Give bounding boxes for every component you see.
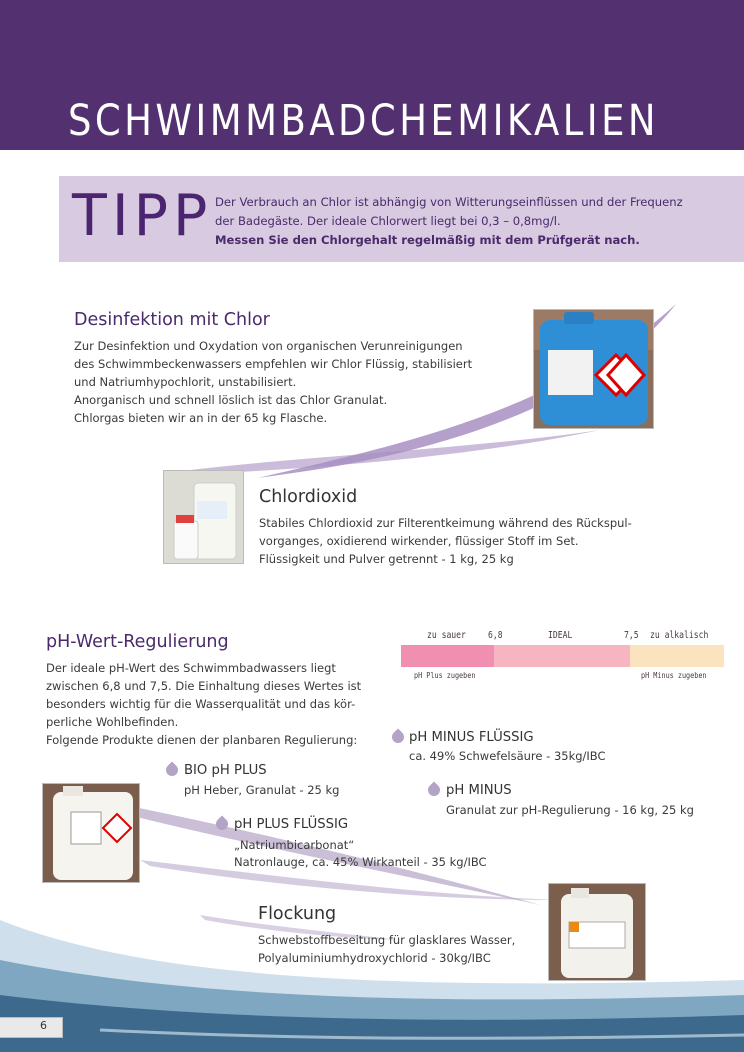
- chlor-canister-photo: [533, 309, 654, 429]
- chlordioxid-line: Flüssigkeit und Pulver getrennt - 1 kg, 25 kg: [259, 552, 514, 566]
- scale-label-low: 6,8: [488, 630, 503, 641]
- ph-minus-fluessig-name: pH MINUS FLÜSSIG: [409, 730, 534, 745]
- scale-bar-ideal: [494, 645, 630, 667]
- flockung-line: Polyaluminiumhydroxychlorid - 30kg/IBC: [258, 951, 491, 965]
- scale-hint-plus: pH Plus zugeben: [414, 671, 476, 680]
- page-title: SCHWIMMBADCHEMIKALIEN: [68, 96, 660, 146]
- chlordioxid-line: vorganges, oxidierend wirkender, flüssiger Stoff im Set.: [259, 534, 579, 548]
- ph-line: Der ideale pH-Wert des Schwimmbadwassers liegt: [46, 661, 336, 675]
- ph-minus-fluessig-desc: ca. 49% Schwefelsäure - 35kg/IBC: [409, 749, 606, 763]
- chlor-line: Chlorgas bieten wir an in der 65 kg Flasche.: [74, 411, 328, 425]
- tip-line-3: Messen Sie den Chlorgehalt regelmäßig mit dem Prüfgerät nach.: [215, 233, 640, 247]
- flockung-title: Flockung: [258, 904, 337, 924]
- page-number: 6: [40, 1019, 47, 1032]
- ph-plus-fluessig-name: pH PLUS FLÜSSIG: [234, 817, 349, 832]
- ph-text: [46, 659, 361, 749]
- chlor-line: des Schwimmbeckenwassers empfehlen wir Chlor Flüssig, stabilisiert: [74, 357, 473, 371]
- chlor-line: und Natriumhypochlorit, unstabilisiert.: [74, 375, 297, 389]
- scale-label-alkalisch: zu alkalisch: [650, 630, 709, 641]
- page-number-box: [0, 1017, 63, 1038]
- chlordioxid-text: [259, 514, 632, 568]
- ph-minus-desc: Granulat zur pH-Regulierung - 16 kg, 25 kg: [446, 803, 694, 817]
- chlordioxid-line: Stabiles Chlordioxid zur Filterentkeimung während des Rückspul-: [259, 516, 632, 530]
- ph-title: pH-Wert-Regulierung: [46, 632, 229, 652]
- ph-minus-name: pH MINUS: [446, 783, 512, 798]
- tip-line-2: der Badegäste. Der ideale Chlorwert liegt bei 0,3 – 0,8mg/l.: [215, 214, 561, 228]
- scale-hint-minus: pH Minus zugeben: [641, 671, 707, 680]
- chlor-text: [74, 337, 472, 427]
- flockung-canister-photo: [548, 883, 646, 981]
- ph-plus-fluessig-desc-1: „Natriumbicarbonat“: [234, 838, 355, 852]
- flockung-text: [258, 931, 515, 967]
- bio-ph-plus-name: BIO pH PLUS: [184, 763, 267, 778]
- scale-bar-alkaline: [630, 645, 724, 667]
- scale-label-ideal: IDEAL: [548, 630, 573, 641]
- chlordioxid-title: Chlordioxid: [259, 487, 358, 507]
- chlor-line: Zur Desinfektion und Oxydation von organischen Verunreinigungen: [74, 339, 463, 353]
- flockung-canister-image: [549, 884, 645, 980]
- chlor-title: Desinfektion mit Chlor: [74, 310, 270, 330]
- tip-line-1: Der Verbrauch an Chlor ist abhängig von Witterungseinflüssen und der Frequenz: [215, 195, 683, 209]
- blue-canister-image: [534, 310, 653, 428]
- scale-label-high: 7,5: [624, 630, 639, 641]
- flockung-line: Schwebstoffbeseitung für glasklares Wasser,: [258, 933, 516, 947]
- ph-line: Folgende Produkte dienen der planbaren Regulierung:: [46, 733, 358, 747]
- scale-bar-acid: [401, 645, 494, 667]
- ph-plus-fluessig-desc-2: Natronlauge, ca. 45% Wirkanteil - 35 kg/IBC: [234, 855, 487, 869]
- bio-ph-plus-desc: pH Heber, Granulat - 25 kg: [184, 783, 340, 797]
- scale-label-sauer: zu sauer: [427, 630, 466, 641]
- ph-line: besonders wichtig für die Wasserqualität und das kör-: [46, 697, 356, 711]
- ph-canister-photo: [42, 783, 140, 883]
- tip-label: TIPP: [72, 183, 213, 249]
- white-canister-image: [43, 784, 139, 882]
- ph-line: perliche Wohlbefinden.: [46, 715, 179, 729]
- chlordioxid-containers-image: [164, 471, 243, 563]
- ph-line: zwischen 6,8 und 7,5. Die Einhaltung dieses Wertes ist: [46, 679, 362, 693]
- chlor-line: Anorganisch und schnell löslich ist das Chlor Granulat.: [74, 393, 388, 407]
- chlordioxid-photo: [163, 470, 244, 564]
